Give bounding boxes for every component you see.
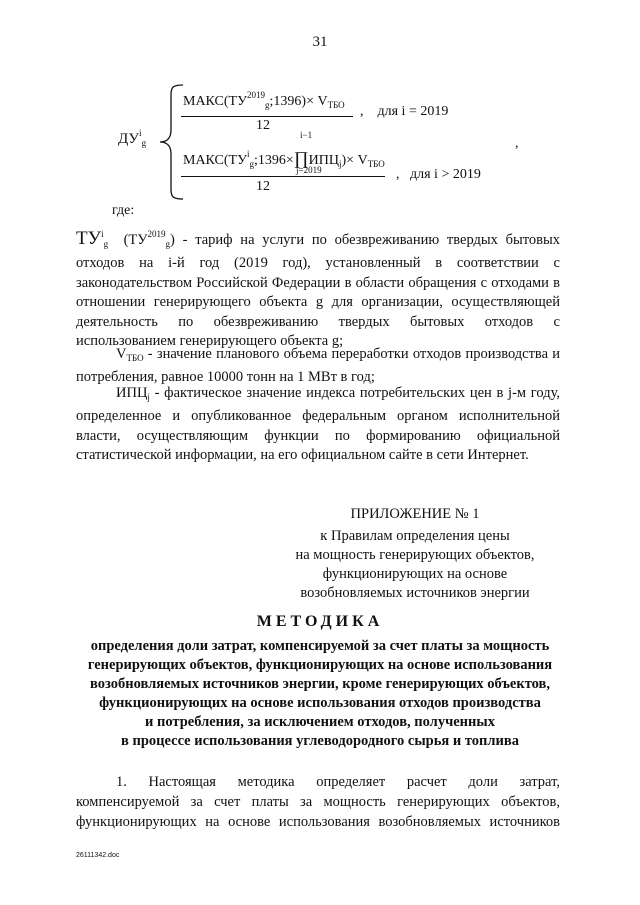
method-subtitle-line: в процессе использования углеводородного сырья и топлива — [121, 733, 519, 749]
method-subtitle-line: функционирующих на основе использования отходов производства — [99, 695, 541, 711]
case1-fraction-bar — [181, 116, 353, 117]
case2-numerator: $МАКС(ТУ^i_g;1396\times\prod ИПЦ_j)\times V_{ТБО}$ — [183, 148, 385, 169]
case2-fraction-bar — [181, 176, 385, 177]
appendix-header — [270, 505, 560, 603]
appendix-line: возобновляемых источников энергии — [300, 585, 530, 601]
formula-trailing-comma: , — [515, 136, 519, 151]
method-subtitle-line: возобновляемых источников энергии, кроме генерирующих объектов, — [90, 676, 550, 692]
product-upper-limit: i−1 — [300, 130, 313, 140]
paragraph-1 — [76, 772, 560, 832]
paragraph-line: компенсируемой за счет платы за мощность генерирующих объектов, — [76, 794, 560, 810]
case1-denominator: 12 — [256, 118, 270, 133]
method-title: МЕТОДИКА — [256, 613, 384, 630]
method-subtitle-line: генерирующих объектов, функционирующих на основе использования — [87, 657, 553, 673]
case2-denominator: 12 — [256, 179, 270, 194]
formula-block — [0, 0, 640, 205]
formula-lhs: $ДУ^i_g$ — [118, 128, 147, 148]
appendix-line: функционирующих на основе — [322, 566, 508, 582]
paragraph-line: функционирующих на основе использования возобновляемых источников — [76, 814, 560, 830]
paragraph-line: 1. Настоящая методика определяет расчет доли затрат, — [116, 774, 560, 790]
case1-condition: , для i = 2019 — [360, 104, 449, 119]
appendix-title: ПРИЛОЖЕНИЕ № 1 — [350, 506, 480, 522]
case2-condition: , для i > 2019 — [396, 167, 481, 182]
product-lower-limit: j=2019 — [296, 165, 322, 175]
page-number: 31 — [312, 34, 328, 50]
method-subtitle-line: определения доли затрат, компенсируемой за счет платы за мощность — [90, 638, 550, 654]
footer-filename: 26111342.doc — [76, 852, 120, 859]
method-subtitle — [60, 637, 580, 751]
appendix-line: на мощность генерирующих объектов, — [295, 547, 535, 563]
case1-numerator: $МАКС(ТУ^{2019}_g;1396)\times V_{ТБО}$ — [183, 90, 345, 110]
definition-v: $V_{ТБО}$ - значение планового объема переработки отходов производства и потребления, равное 10000 тонн на 1 МВт в год; — [76, 346, 560, 386]
appendix-line: к Правилам определения цены — [320, 528, 510, 544]
definition-ipc: $ИПЦ_j$ - фактическое значение индекса потребительских цен в j-м году, определенное и опубликованное федеральным органом исполнительной власти, осуществляющим функции по формированию официальной статистической информации, на его официальном сайте в сети Интернет. — [76, 385, 560, 464]
method-subtitle-line: и потребления, за исключением отходов, полученных — [145, 714, 495, 730]
where-label: где: — [112, 203, 135, 218]
definition-tu: $ТУ^i_g$ $(ТУ^{2019}_g)$ - тариф на услуги по обезвреживанию твердых бытовых отходов на i-й год (2019 год), установленный в соответствии с законодательством Российской Федерации в области обращения с отходами в отношении генерирующего объекта g для организации, осуществляющей деятельность по обезвреживанию твердых бытовых отходов с использованием генерирующего объекта g; — [76, 228, 560, 350]
product-symbol: ∏ — [293, 148, 309, 168]
